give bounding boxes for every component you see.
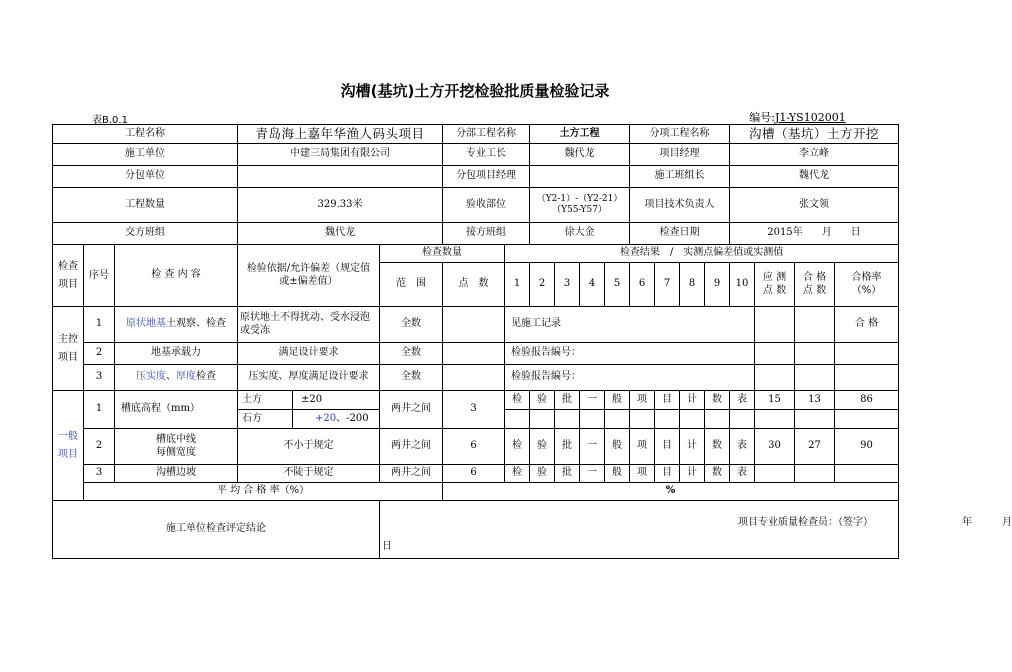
general-qualified-1: 13 xyxy=(795,391,835,410)
tech-lead-value: 张文领 xyxy=(730,188,899,223)
avg-row xyxy=(53,483,899,501)
batch-char-2-6: 项 xyxy=(630,429,655,465)
main-measured-1 xyxy=(755,307,795,343)
general-rate-1: 86 xyxy=(835,391,899,410)
general-content-1: 槽底高程（mm） xyxy=(115,391,238,429)
main-basis-2: 满足设计要求 xyxy=(238,343,380,365)
batch-char-2-3: 批 xyxy=(555,429,580,465)
tech-lead-label: 项目技术负责人 xyxy=(630,188,730,223)
col-measured: 应 测 点 数 xyxy=(755,263,795,307)
conclusion-row xyxy=(53,501,899,559)
col-points: 点 数 xyxy=(443,263,505,307)
col-range: 范 围 xyxy=(380,263,443,307)
contractor-value: 中建三局集团有限公司 xyxy=(238,144,443,166)
batch-char-1-2: 验 xyxy=(530,391,555,410)
general-points-3: 6 xyxy=(443,465,505,483)
col-category: 检查项目 xyxy=(53,245,84,307)
project-name-label: 工程名称 xyxy=(53,125,238,144)
batch-char-2-1: 检 xyxy=(505,429,530,465)
col-n-7: 7 xyxy=(655,263,680,307)
handover-value: 魏代龙 xyxy=(238,223,443,245)
general-qualified-3 xyxy=(795,465,835,483)
batch-char-3-2: 验 xyxy=(530,465,555,483)
batch-char-3-7: 目 xyxy=(655,465,680,483)
main-result-1: 见施工记录 xyxy=(505,307,755,343)
batch-char-1-1: 检 xyxy=(505,391,530,410)
inspect-date-label: 检查日期 xyxy=(630,223,730,245)
general-seq-2: 2 xyxy=(84,429,115,465)
general-basis-2: 不小于规定 xyxy=(238,429,380,465)
inspector-label: 项目专业质量检查员：（签字） xyxy=(738,517,873,528)
col-content: 检 查 内 容 xyxy=(115,245,238,307)
sign-month: 月 xyxy=(1002,517,1012,528)
main-seq-1: 1 xyxy=(84,307,115,343)
batch-char-1-5: 般 xyxy=(605,391,630,410)
subdivision-value: 土方工程 xyxy=(530,125,630,144)
empty-1b-8 xyxy=(680,410,705,429)
col-n-6: 6 xyxy=(630,263,655,307)
inspection-form-table xyxy=(52,124,1012,559)
general-row-2 xyxy=(53,429,899,465)
empty-1b-10 xyxy=(730,410,755,429)
main-points-1 xyxy=(443,307,505,343)
row-subcontractor xyxy=(53,166,899,188)
general-basis-1b xyxy=(238,410,380,429)
main-items-label: 主控项目 xyxy=(53,307,84,391)
pm-label: 项目经理 xyxy=(630,144,730,166)
general-seq-3: 3 xyxy=(84,465,115,483)
col-n-9: 9 xyxy=(705,263,730,307)
foreman-value: 魏代龙 xyxy=(530,144,630,166)
quantity-label: 工程数量 xyxy=(53,188,238,223)
general-basis-3: 不陡于规定 xyxy=(238,465,380,483)
main-content-3: 压实度、厚度检查 xyxy=(115,365,238,391)
general-row-1a xyxy=(53,391,899,410)
general-points-1: 3 xyxy=(443,391,505,429)
empty-1b-2 xyxy=(530,410,555,429)
col-qualified: 合 格 点 数 xyxy=(795,263,835,307)
main-qualified-3 xyxy=(795,365,835,391)
general-points-2: 6 xyxy=(443,429,505,465)
main-content-2: 地基承载力 xyxy=(115,343,238,365)
batch-char-3-6: 项 xyxy=(630,465,655,483)
general-measured-1: 15 xyxy=(755,391,795,410)
general-seq-1: 1 xyxy=(84,391,115,429)
subcontractor-value xyxy=(238,166,443,188)
conclusion-label: 施工单位检查评定结论 xyxy=(53,501,380,559)
batch-char-2-4: 一 xyxy=(580,429,605,465)
row-handover xyxy=(53,223,899,245)
serial-number: 编号:J1-YS102001 xyxy=(749,109,895,125)
empty-1b-9 xyxy=(705,410,730,429)
receiver-label: 接方班组 xyxy=(443,223,530,245)
page-title: 沟槽(基坑)土方开挖检验批质量检验记录 xyxy=(340,82,610,100)
main-qualified-1 xyxy=(795,307,835,343)
batch-char-3-9: 数 xyxy=(705,465,730,483)
row-project xyxy=(53,125,899,144)
batch-char-1-10: 表 xyxy=(730,391,755,410)
general-content-3: 沟槽边坡 xyxy=(115,465,238,483)
col-qty: 检查数量 xyxy=(380,245,505,263)
main-result-3: 检验报告编号： xyxy=(505,365,755,391)
team-leader-label: 施工班组长 xyxy=(630,166,730,188)
empty-1b-4 xyxy=(580,410,605,429)
batch-char-2-9: 数 xyxy=(705,429,730,465)
general-range-1: 两井之间 xyxy=(380,391,443,429)
form-number: 表B.0.1 xyxy=(92,115,128,126)
col-n-3: 3 xyxy=(555,263,580,307)
row-contractor xyxy=(53,144,899,166)
batch-char-3-5: 般 xyxy=(605,465,630,483)
row-quantity xyxy=(53,188,899,223)
foreman-label: 专业工长 xyxy=(443,144,530,166)
receiver-value: 徐大金 xyxy=(530,223,630,245)
general-range-3: 两井之间 xyxy=(380,465,443,483)
sign-day: 日 xyxy=(382,541,392,552)
col-n-10: 10 xyxy=(730,263,755,307)
empty-1b-5 xyxy=(605,410,630,429)
general-row-3 xyxy=(53,465,899,483)
inspect-date-value: 2015年 月 日 xyxy=(730,223,899,245)
pm-value: 李立峰 xyxy=(730,144,899,166)
batch-char-2-7: 目 xyxy=(655,429,680,465)
main-range-1: 全数 xyxy=(380,307,443,343)
col-n-8: 8 xyxy=(680,263,705,307)
accept-part-value: （Y2-1）-（Y2-21） （Y55-Y57） xyxy=(530,188,630,223)
batch-char-1-8: 计 xyxy=(680,391,705,410)
col-n-4: 4 xyxy=(580,263,605,307)
main-points-3 xyxy=(443,365,505,391)
sub-pm-label: 分包项目经理 xyxy=(443,166,530,188)
main-range-2: 全数 xyxy=(380,343,443,365)
conclusion-body xyxy=(380,501,1012,559)
batch-char-3-4: 一 xyxy=(580,465,605,483)
col-seq: 序号 xyxy=(84,245,115,307)
general-content-2: 槽底中线 每侧宽度 xyxy=(115,429,238,465)
general-measured-2: 30 xyxy=(755,429,795,465)
empty-1b-7 xyxy=(655,410,680,429)
general-rate-3 xyxy=(835,465,899,483)
col-n-5: 5 xyxy=(605,263,630,307)
general-sub2-value: +20、-200 xyxy=(315,412,369,424)
main-seq-3: 3 xyxy=(84,365,115,391)
handover-label: 交方班组 xyxy=(53,223,238,245)
sub-pm-value xyxy=(530,166,630,188)
batch-char-3-1: 检 xyxy=(505,465,530,483)
empty-1b-3 xyxy=(555,410,580,429)
serial-value: J1-YS102001 xyxy=(775,111,846,124)
batch-char-1-3: 批 xyxy=(555,391,580,410)
main-points-2 xyxy=(443,343,505,365)
subitem-value: 沟槽（基坑）土方开挖 xyxy=(730,125,899,144)
contractor-label: 施工单位 xyxy=(53,144,238,166)
col-n-1: 1 xyxy=(505,263,530,307)
sign-year: 年 xyxy=(962,517,972,528)
empty-1b-1 xyxy=(505,410,530,429)
general-sub1-label: 土方 xyxy=(238,391,293,409)
main-measured-2 xyxy=(755,343,795,365)
project-name: 青岛海上嘉年华渔人码头项目 xyxy=(238,125,443,144)
main-measured-3 xyxy=(755,365,795,391)
batch-char-2-2: 验 xyxy=(530,429,555,465)
general-sub1-value: ±20 xyxy=(301,393,323,405)
main-range-3: 全数 xyxy=(380,365,443,391)
batch-char-1-7: 目 xyxy=(655,391,680,410)
batch-char-3-10: 表 xyxy=(730,465,755,483)
avg-value: % xyxy=(443,483,899,501)
main-row-1 xyxy=(53,307,899,343)
subitem-label: 分项工程名称 xyxy=(630,125,730,144)
batch-char-2-8: 计 xyxy=(680,429,705,465)
col-result: 检查结果 / 实测点偏差值或实测值 xyxy=(505,245,899,263)
quantity-value: 329.33米 xyxy=(238,188,443,223)
batch-char-3-8: 计 xyxy=(680,465,705,483)
general-items-label: 一般项目 xyxy=(53,391,84,501)
batch-char-2-5: 般 xyxy=(605,429,630,465)
main-seq-2: 2 xyxy=(84,343,115,365)
batch-char-1-4: 一 xyxy=(580,391,605,410)
batch-char-1-9: 数 xyxy=(705,391,730,410)
main-row-2 xyxy=(53,343,899,365)
empty-1b-6 xyxy=(630,410,655,429)
main-qualified-2 xyxy=(795,343,835,365)
main-rate-2 xyxy=(835,343,899,365)
main-rate-1: 合 格 xyxy=(835,307,899,343)
header-row-1 xyxy=(53,245,899,263)
team-leader-value: 魏代龙 xyxy=(730,166,899,188)
col-n-2: 2 xyxy=(530,263,555,307)
general-measured-3 xyxy=(755,465,795,483)
general-qualified-2: 27 xyxy=(795,429,835,465)
main-row-3 xyxy=(53,365,899,391)
batch-char-1-6: 项 xyxy=(630,391,655,410)
empty-1b-12 xyxy=(795,410,835,429)
accept-part-label: 验收部位 xyxy=(443,188,530,223)
empty-1b-11 xyxy=(755,410,795,429)
general-range-2: 两井之间 xyxy=(380,429,443,465)
general-rate-2: 90 xyxy=(835,429,899,465)
batch-char-2-10: 表 xyxy=(730,429,755,465)
subcontractor-label: 分包单位 xyxy=(53,166,238,188)
col-rate: 合格率 （%） xyxy=(835,263,899,307)
main-result-2: 检验报告编号： xyxy=(505,343,755,365)
main-content-1: 原状地基土观察、检查 xyxy=(115,307,238,343)
general-basis-1a xyxy=(238,391,380,410)
batch-char-3-3: 批 xyxy=(555,465,580,483)
general-sub2-label: 石方 xyxy=(238,410,293,428)
main-basis-1: 原状地土不得扰动、受水浸泡或受冻 xyxy=(238,307,380,343)
main-basis-3: 压实度、厚度满足设计要求 xyxy=(238,365,380,391)
col-basis: 检验依据/允许偏差（规定值 或±偏差值） xyxy=(238,245,380,307)
main-rate-3 xyxy=(835,365,899,391)
subdivision-label: 分部工程名称 xyxy=(443,125,530,144)
empty-1b-13 xyxy=(835,410,899,429)
avg-label: 平 均 合 格 率（%） xyxy=(84,483,443,501)
